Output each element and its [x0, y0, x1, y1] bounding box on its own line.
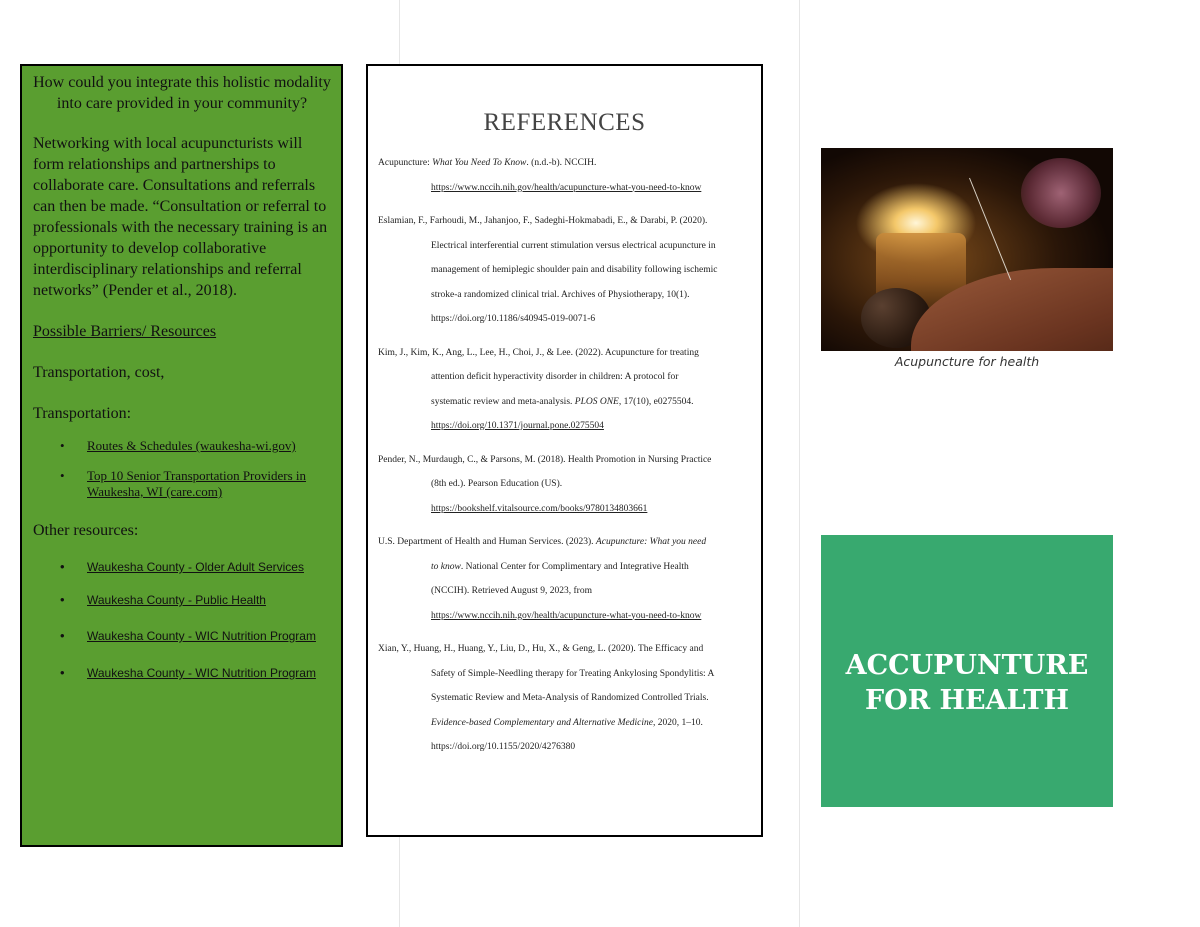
reference-link[interactable]: https://www.nccih.nih.gov/health/acupuncture-what-you-need-to-know	[431, 610, 702, 621]
acupuncture-photo	[821, 148, 1113, 351]
reference-link[interactable]: https://www.nccih.nih.gov/health/acupuncture-what-you-need-to-know	[431, 182, 702, 193]
routes-schedules-link[interactable]: Routes & Schedules (waukesha-wi.gov)	[87, 438, 296, 453]
photo-caption: Acupuncture for health	[894, 354, 1040, 369]
other-resources-heading: Other resources:	[33, 522, 139, 539]
list-item	[33, 559, 331, 575]
reference-entry: Acupuncture: What You Need To Know. (n.d.-b). NCCIH. https://www.nccih.nih.gov/health/acupuncture-what-you-need-to-know	[378, 151, 751, 200]
community-integration-panel	[20, 64, 343, 847]
reference-entry: Xian, Y., Huang, H., Huang, Y., Liu, D., Hu, X., & Geng, L. (2020). The Efficacy and Safety of Simple-Needling therapy for Treating Ankylosing Spondylitis: A Systematic Review and Meta-Analysis of Randomized Controlled Trials. Evidence-based Complementary and Alternative Medicine, 2020, 1–10. https://doi.org/10.1155/2020/4276380	[378, 637, 751, 760]
transportation-links	[33, 438, 331, 500]
references-title: REFERENCES	[483, 109, 646, 136]
reference-entry: Eslamian, F., Farhoudi, M., Jahanjoo, F., Sadeghi-Hokmabadi, E., & Darabi, P. (2020). Electrical interferential current stimulation versus electrical acupuncture in management of hemiplegic shoulder pain and disability following ischemic stroke-a randomized clinical trial. Archives of Physiotherapy, 10(1). https://doi.org/10.1186/s40945-019-0071-6	[378, 209, 751, 332]
cover-title-block	[821, 535, 1113, 807]
older-adult-services-link[interactable]: Waukesha County - Older Adult Services	[87, 560, 304, 574]
wic-nutrition-link-2[interactable]: Waukesha County - WIC Nutrition Program	[87, 666, 316, 680]
transportation-heading: Transportation:	[33, 405, 132, 422]
networking-paragraph: Networking with local acupuncturists will form relationships and partnerships to collaborate care. Consultations and referrals can then be made. “Consultation or referral to professionals with the necessary training is an opportunity to develop collaborative interdisciplinary relationships and referral networks” (Pender et al., 2018).	[33, 135, 328, 299]
fold-line-2	[799, 0, 800, 927]
reference-link[interactable]: https://doi.org/10.1371/journal.pone.0275504	[431, 421, 604, 431]
integration-question: How could you integrate this holistic modality into care provided in your community?	[33, 74, 331, 112]
other-resources-links	[33, 559, 331, 681]
reference-doi: https://doi.org/10.1186/s40945-019-0071-6	[431, 314, 596, 324]
list-item	[33, 665, 331, 681]
reference-entry: Kim, J., Kim, K., Ang, L., Lee, H., Choi, J., & Lee. (2022). Acupuncture for treating attention deficit hyperactivity disorder in children: A protocol for systematic review and meta-analysis. PLOS ONE, 17(10), e0275504. https://doi.org/10.1371/journal.pone.0275504	[378, 341, 751, 439]
reference-entry: U.S. Department of Health and Human Services. (2023). Acupuncture: What you need to know. National Center for Complimentary and Integrative Health (NCCIH). Retrieved August 9, 2023, from https://www.nccih.nih.gov/health/acupuncture-what-you-need-to-know	[378, 530, 751, 628]
barriers-heading: Possible Barriers/ Resources	[33, 323, 217, 340]
list-item	[33, 468, 331, 500]
wic-nutrition-link[interactable]: Waukesha County - WIC Nutrition Program	[87, 629, 316, 643]
reference-entry: Pender, N., Murdaugh, C., & Parsons, M. (2018). Health Promotion in Nursing Practice (8th ed.). Pearson Education (US). https://bookshelf.vitalsource.com/books/9780134803661	[378, 448, 751, 522]
barriers-text: Transportation, cost,	[33, 364, 165, 381]
reference-doi: https://doi.org/10.1155/2020/4276380	[431, 742, 576, 752]
list-item	[33, 628, 331, 644]
list-item	[33, 592, 331, 608]
reference-link[interactable]: https://bookshelf.vitalsource.com/books/9780134803661	[431, 503, 648, 514]
references-panel	[366, 64, 763, 837]
senior-transportation-link[interactable]: Top 10 Senior Transportation Providers in Waukesha, WI (care.com)	[87, 468, 307, 499]
list-item	[33, 438, 331, 454]
public-health-link[interactable]: Waukesha County - Public Health	[87, 593, 266, 607]
cover-title: ACCUPUNTURE FOR HEALTH	[845, 650, 1089, 716]
